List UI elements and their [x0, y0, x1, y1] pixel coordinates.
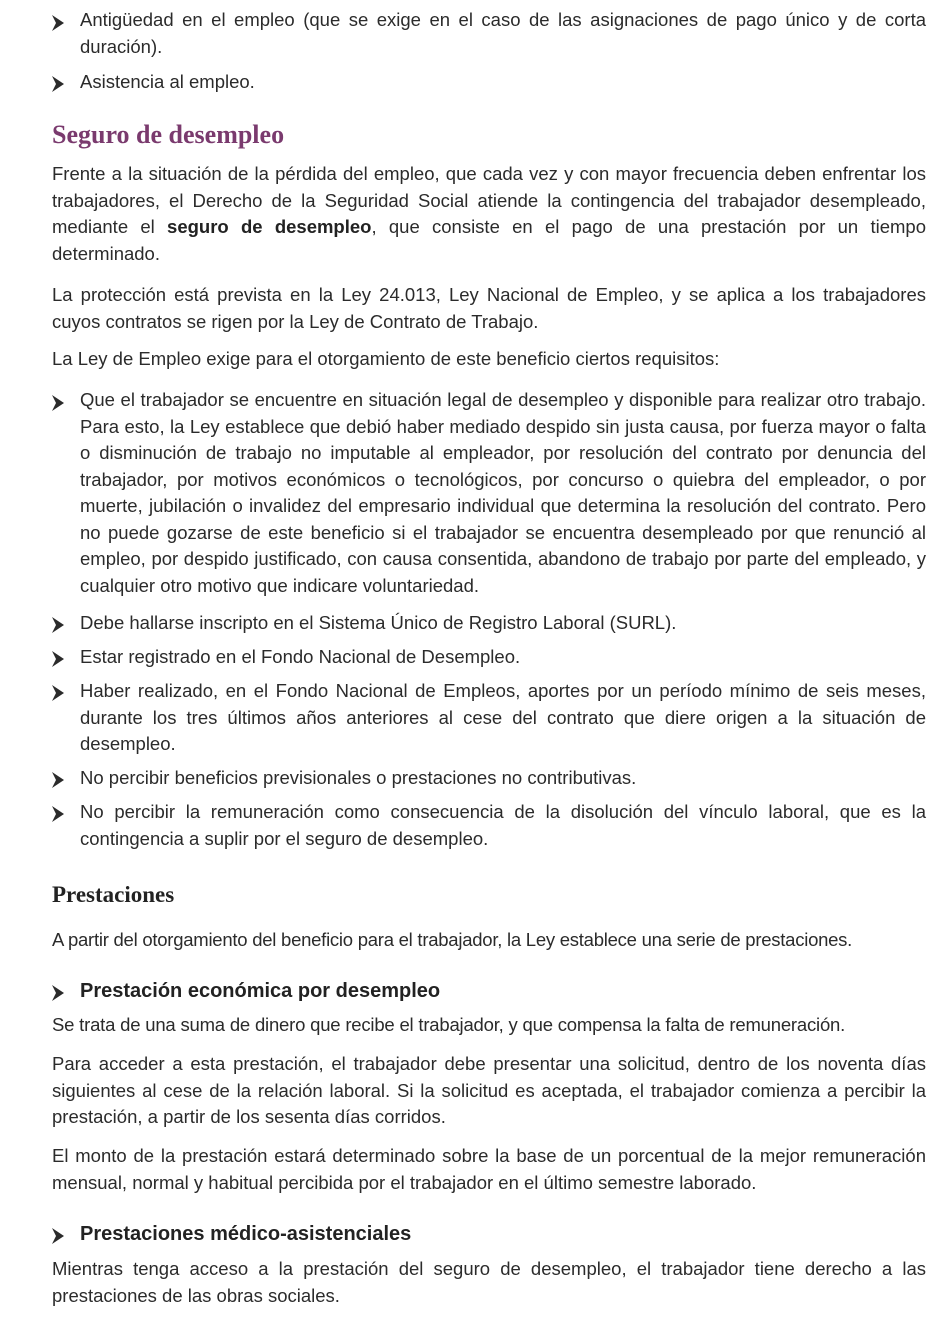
subsection-title-medico: Prestaciones médico-asistenciales: [80, 1223, 412, 1245]
bullet-arrow-icon: [51, 1227, 65, 1245]
paragraph-text: , que consiste en el pago de una prestación por un tiempo determinado.: [52, 216, 926, 264]
paragraph-economica-3: El monto de la prestación estará determinado sobre la base de un porcentual de la mejor remuneración mensual, normal y habitual percibida por el trabajador en el último semestre laborado.: [52, 1145, 926, 1193]
bullet-arrow-icon: [51, 616, 65, 634]
requisito-item: Estar registrado en el Fondo Nacional de Desempleo.: [80, 646, 521, 667]
requisito-item: Debe hallarse inscripto en el Sistema Único de Registro Laboral (SURL).: [80, 612, 677, 633]
paragraph-prestaciones-intro: A partir del otorgamiento del beneficio para el trabajador, la Ley establece una serie de prestaciones.: [52, 929, 853, 950]
bullet-arrow-icon: [51, 984, 65, 1002]
bullet-arrow-icon: [51, 650, 65, 668]
bullet-arrow-icon: [51, 771, 65, 789]
bullet-arrow-icon: [51, 394, 65, 412]
bullet-arrow-icon: [51, 75, 65, 93]
paragraph-seguro-intro: [52, 161, 926, 267]
requisito-item: Haber realizado, en el Fondo Nacional de Empleos, aportes por un período mínimo de seis meses, durante los tres últimos años anteriores al cese del contrato que diere origen a la situación de desempleo.: [80, 680, 926, 754]
paragraph-requisitos-intro: La Ley de Empleo exige para el otorgamiento de este beneficio ciertos requisitos:: [52, 348, 720, 369]
paragraph-economica-1: Se trata de una suma de dinero que recibe el trabajador, y que compensa la falta de remuneración.: [52, 1014, 846, 1035]
bullet-antiguedad: Antigüedad en el empleo (que se exige en el caso de las asignaciones de pago único y de corta duración).: [80, 9, 926, 57]
bold-term: seguro de desempleo: [167, 216, 372, 237]
bullet-arrow-icon: [51, 805, 65, 823]
paragraph-economica-2: Para acceder a esta prestación, el trabajador debe presentar una solicitud, dentro de los noventa días siguientes al cese de la relación laboral. Si la solicitud es aceptada, el trabajador comienza a percibir la prestación, a partir de los sesenta días corridos.: [52, 1053, 926, 1127]
section-title-seguro: Seguro de desempleo: [52, 120, 285, 149]
requisito-item: Que el trabajador se encuentre en situación legal de desempleo y disponible para realizar otro trabajo. Para esto, la Ley establece que debió haber mediado despido sin justa causa, por fuerza mayor o falta o disminución de trabajo no imputable al empleador, por resolución del contrato por denuncia del trabajador, por motivos económicos o tecnológicos, por concurso o quiebra del empleador, o por muerte, jubilación o invalidez del empresario individual que determina la resolución del contrato. Pero no puede gozarse de este beneficio si el trabajador se encuentra desempleado por que renunció al empleo, por despido justificado, con causa consentida, abandono de trabajo por parte del empleado, y cualquier otro motivo que indicare voluntariedad.: [80, 389, 926, 596]
requisito-item: No percibir beneficios previsionales o prestaciones no contributivas.: [80, 767, 637, 788]
bullet-asistencia: Asistencia al empleo.: [80, 71, 255, 92]
paragraph-proteccion: La protección está prevista en la Ley 24.013, Ley Nacional de Empleo, y se aplica a los trabajadores cuyos contratos se rigen por la Ley de Contrato de Trabajo.: [52, 284, 926, 332]
section-title-prestaciones: Prestaciones: [52, 882, 175, 907]
paragraph-text: Frente a la situación de la pérdida del empleo, que cada vez y con mayor frecuencia deben enfrentar los trabajadores, el Derecho de la Seguridad Social atiende la contingencia del trabajador desempleado, mediante el: [52, 163, 926, 237]
requisito-item: No percibir la remuneración como consecuencia de la disolución del vínculo laboral, que es la contingencia a suplir por el seguro de desempleo.: [80, 801, 926, 849]
subsection-title-economica: Prestación económica por desempleo: [80, 980, 441, 1002]
bullet-arrow-icon: [51, 684, 65, 702]
bullet-arrow-icon: [51, 14, 65, 32]
paragraph-medico: Mientras tenga acceso a la prestación del seguro de desempleo, el trabajador tiene derecho a las prestaciones de las obras sociales.: [52, 1258, 926, 1306]
